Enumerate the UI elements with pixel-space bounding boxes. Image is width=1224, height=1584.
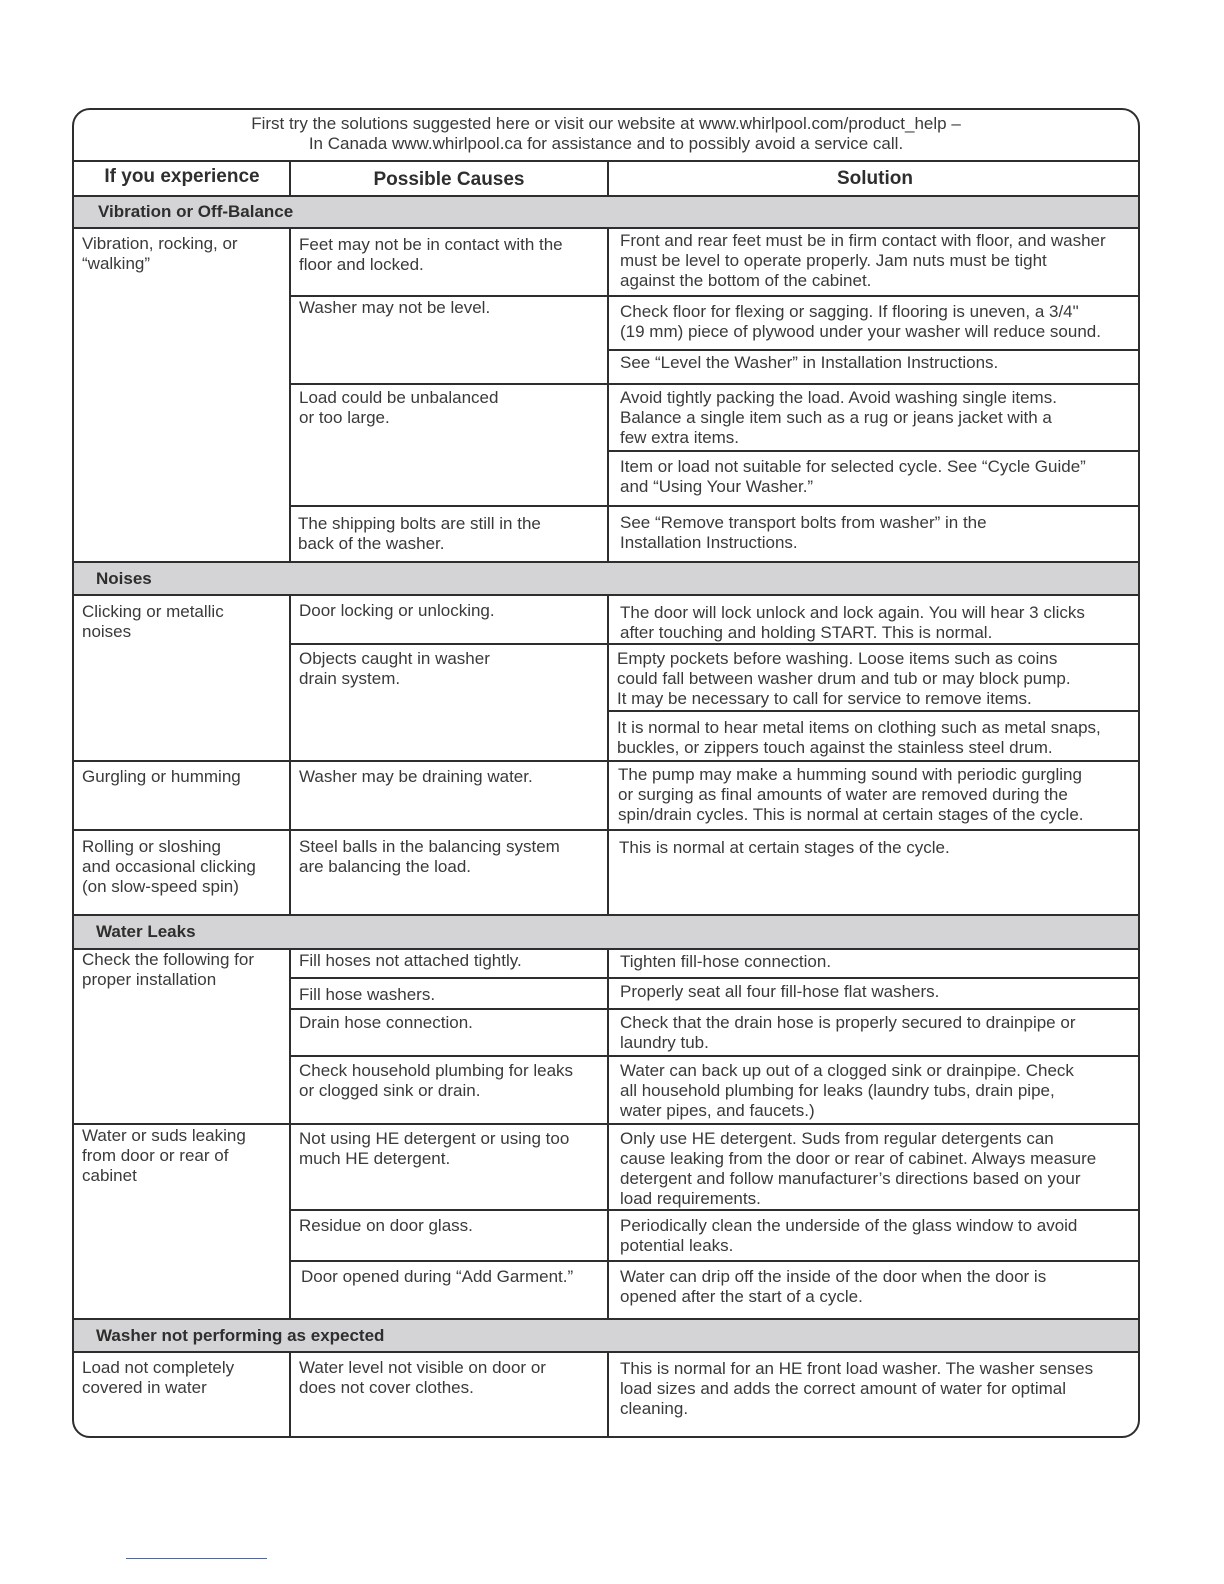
row-rule — [289, 1055, 1140, 1057]
row-rule — [607, 710, 1140, 712]
row-rule — [289, 1209, 1140, 1211]
solution-level-floor: Check floor for flexing or sagging. If flooring is uneven, a 3/4" (19 mm) piece of plywood under your washer will reduce sound. — [620, 302, 1101, 341]
cause-unbalanced: Load could be unbalanced or too large. — [299, 388, 499, 427]
header-solution: Solution — [837, 168, 913, 189]
section-title: Noises — [96, 568, 152, 588]
column-rule — [289, 160, 291, 197]
problem-rolling: Rolling or sloshing and occasional clicking (on slow-speed spin) — [82, 837, 256, 896]
solution-empty-pockets: Empty pockets before washing. Loose items such as coins could fall between washer drum and tub or may block pump. It may be necessary to call for service to remove items. — [617, 649, 1071, 708]
cause-steel-balls: Steel balls in the balancing system are balancing the load. — [299, 837, 560, 876]
solution-pump-humming: The pump may make a humming sound with periodic gurgling or surging as final amounts of water are removed during the spin/drain cycles. This is normal at certain stages of the cycle. — [618, 765, 1084, 824]
troubleshooting-table — [72, 108, 1140, 1438]
problem-vibration: Vibration, rocking, or “walking” — [82, 234, 238, 273]
row-rule — [289, 977, 1140, 979]
section-band-water-leaks — [74, 914, 1138, 950]
cause-add-garment: Door opened during “Add Garment.” — [301, 1267, 574, 1286]
cause-door-lock: Door locking or unlocking. — [299, 601, 495, 620]
row-rule — [289, 383, 1140, 385]
section-title: Vibration or Off-Balance — [98, 202, 294, 221]
row-rule — [289, 505, 1140, 507]
problem-load-not-covered: Load not completely covered in water — [82, 1358, 235, 1397]
cause-fill-hoses: Fill hoses not attached tightly. — [299, 951, 522, 970]
header-if-you-experience: If you experience — [104, 166, 260, 187]
solution-add-garment: Water can drip off the inside of the door when the door is opened after the start of a cycle. — [620, 1267, 1047, 1306]
problem-suds-leaking: Water or suds leaking from door or rear of cabinet — [82, 1126, 246, 1185]
cause-plumbing: Check household plumbing for leaks or clogged sink or drain. — [299, 1061, 574, 1100]
cause-he-detergent: Not using HE detergent or using too much HE detergent. — [299, 1129, 570, 1168]
solution-door-lock: The door will lock unlock and lock again. You will hear 3 clicks after touching and holding START. This is normal. — [620, 603, 1085, 642]
row-rule — [607, 349, 1140, 351]
column-rule — [289, 227, 291, 563]
solution-steel-balls: This is normal at certain stages of the cycle. — [619, 838, 950, 857]
cause-residue: Residue on door glass. — [299, 1216, 473, 1235]
solution-feet: Front and rear feet must be in firm contact with floor, and washer must be level to operate properly. Jam nuts must be tight against the bottom of the cabinet. — [620, 231, 1106, 290]
solution-metal-items: It is normal to hear metal items on clothing such as metal snaps, buckles, or zippers touch against the stainless steel drum. — [617, 718, 1101, 757]
footer-rule — [126, 1558, 267, 1559]
cause-shipping-bolts: The shipping bolts are still in the back of the washer. — [298, 514, 541, 553]
column-rule — [607, 948, 609, 1320]
cause-objects-caught: Objects caught in washer drain system. — [299, 649, 490, 688]
row-rule — [74, 760, 1140, 762]
cause-water-level: Water level not visible on door or does not cover clothes. — [299, 1358, 546, 1397]
cause-drain-hose: Drain hose connection. — [299, 1013, 473, 1032]
solution-plumbing: Water can back up out of a clogged sink or drainpipe. Check all household plumbing for leaks (laundry tubs, drain pipe, water pipes, and faucets.) — [620, 1061, 1074, 1120]
header-top-rule — [74, 160, 1138, 162]
row-rule — [289, 1008, 1140, 1010]
section-title: Water Leaks — [96, 922, 196, 941]
column-rule — [289, 1351, 291, 1438]
column-rule — [289, 948, 291, 1320]
solution-residue: Periodically clean the underside of the glass window to avoid potential leaks. — [620, 1216, 1078, 1255]
solution-unbalanced-cycle: Item or load not suitable for selected cycle. See “Cycle Guide” and “Using Your Washer.” — [620, 457, 1086, 496]
section-band-noises — [74, 561, 1138, 596]
cause-fill-hose-washers: Fill hose washers. — [299, 985, 436, 1004]
problem-clicking: Clicking or metallic noises — [82, 602, 224, 641]
intro-line-2: In Canada www.whirlpool.ca for assistance and to possibly avoid a service call. — [308, 134, 904, 153]
cause-feet: Feet may not be in contact with the floor and locked. — [299, 235, 563, 274]
solution-unbalanced-packing: Avoid tightly packing the load. Avoid washing single items. Balance a single item such as a rug or jeans jacket with a few extra items. — [620, 388, 1057, 447]
column-rule — [607, 227, 609, 563]
column-rule — [607, 160, 609, 197]
section-title: Washer not performing as expected — [96, 1325, 385, 1345]
row-rule — [607, 450, 1140, 452]
solution-fill-hose-washers: Properly seat all four fill-hose flat washers. — [620, 982, 940, 1001]
solution-drain-hose: Check that the drain hose is properly secured to drainpipe or laundry tub. — [620, 1013, 1076, 1052]
header-possible-causes: Possible Causes — [373, 169, 525, 190]
section-band-vibration — [74, 195, 1138, 229]
row-rule — [289, 295, 1140, 297]
problem-gurgling: Gurgling or humming — [82, 767, 241, 786]
column-rule — [607, 1351, 609, 1438]
solution-shipping-bolts: See “Remove transport bolts from washer” in the Installation Instructions. — [620, 513, 987, 552]
intro-line-1: First try the solutions suggested here or visit our website at www.whirlpool.com/product_help – — [251, 114, 961, 133]
solution-fill-hoses: Tighten fill-hose connection. — [620, 952, 832, 971]
cause-draining: Washer may be draining water. — [299, 767, 533, 786]
solution-water-level: This is normal for an HE front load washer. The washer senses load sizes and adds the correct amount of water for optimal cleaning. — [620, 1359, 1094, 1418]
cause-level: Washer may not be level. — [299, 298, 491, 317]
solution-level-instructions: See “Level the Washer” in Installation Instructions. — [620, 353, 999, 372]
section-band-not-performing — [74, 1318, 1138, 1353]
intro-text — [74, 114, 1138, 154]
solution-he-detergent: Only use HE detergent. Suds from regular detergents can cause leaking from the door or rear of cabinet. Always measure detergent and follow manufacturer’s directions based on your load requirements. — [620, 1129, 1097, 1208]
row-rule — [74, 1123, 1140, 1125]
row-rule — [74, 829, 1140, 831]
row-rule — [289, 1260, 1140, 1262]
problem-check-installation: Check the following for proper installation — [82, 950, 254, 989]
row-rule — [289, 643, 1140, 645]
